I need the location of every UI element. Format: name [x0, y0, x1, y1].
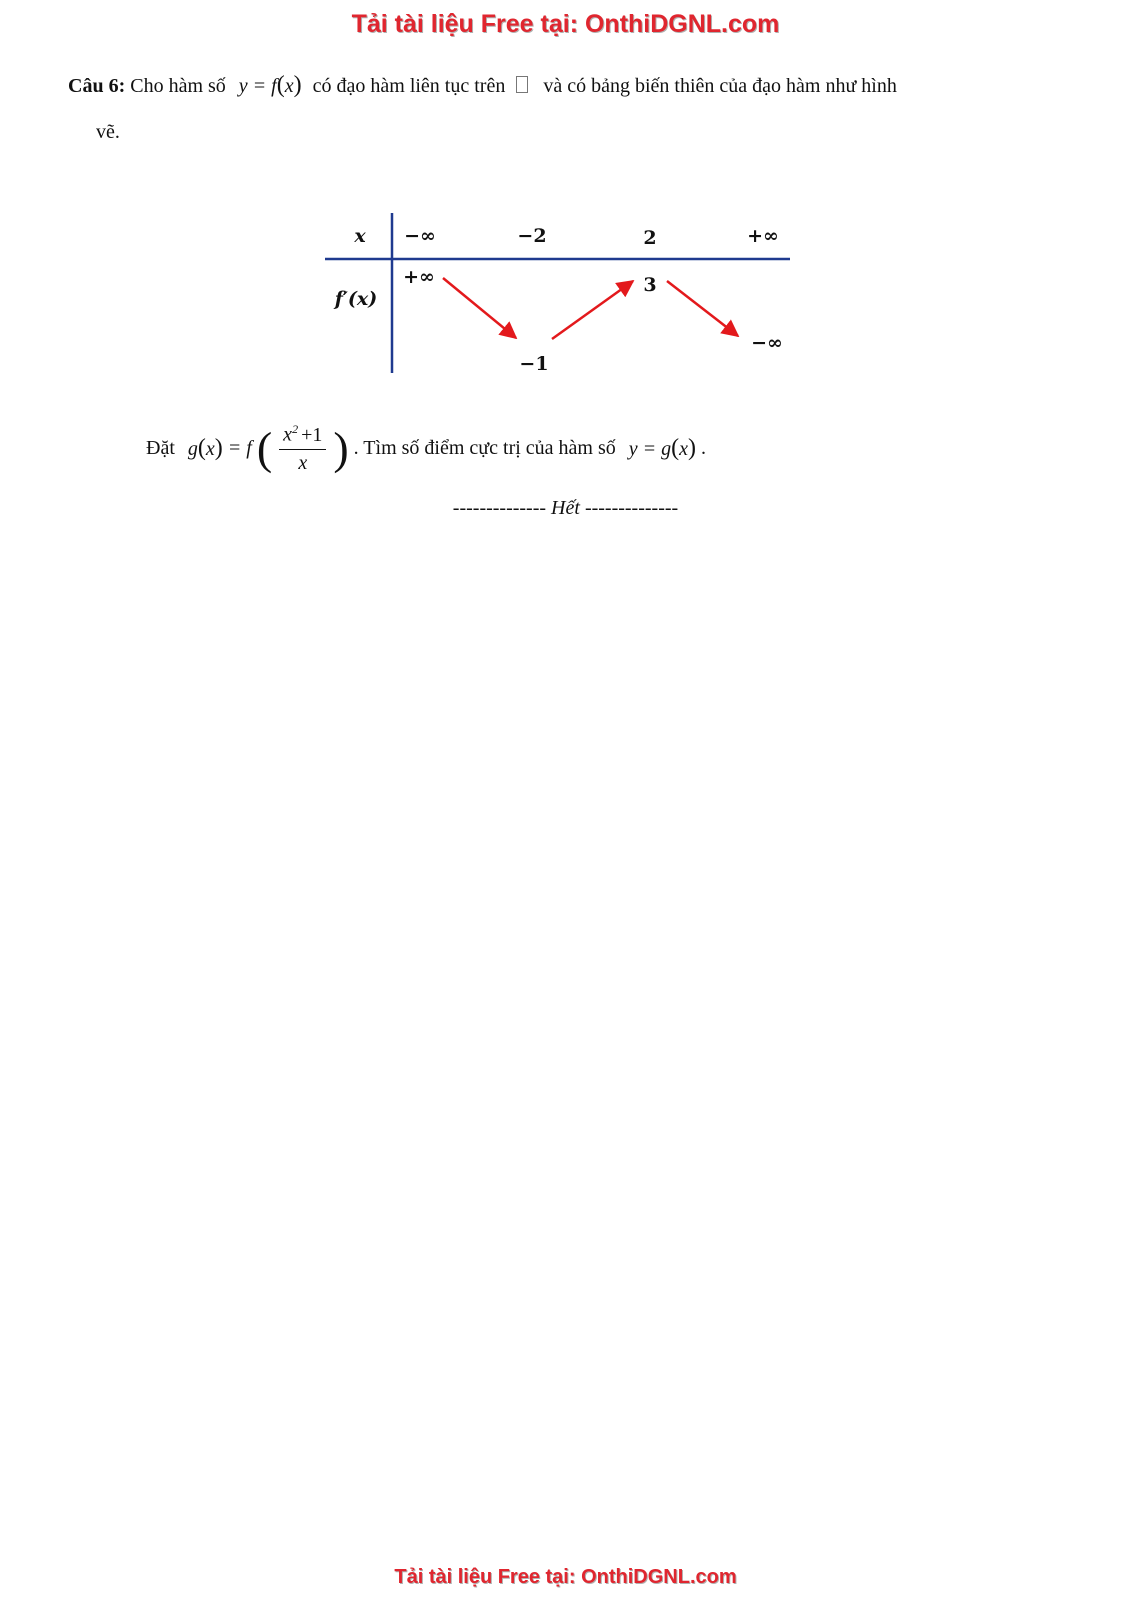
num-rest: +1 [301, 423, 323, 446]
variation-table [320, 210, 800, 380]
function-y-eq-f: y = f(x) [238, 72, 302, 98]
y-eq-g-lhs: y = g [628, 437, 672, 460]
question-text-a: có đạo hàm liên tục trên [312, 75, 506, 97]
num-x: x [283, 423, 293, 446]
end-dashes-left: -------------- [452, 497, 547, 519]
header-banner[interactable]: Tải tài liệu Free tại: OnthiDGNL.com [351, 10, 780, 38]
missing-glyph-icon [516, 76, 528, 93]
question-line-1 [68, 72, 897, 99]
g-lhs: g [187, 437, 198, 460]
end-word: Hết [551, 497, 580, 519]
question-text-b: và có bảng biến thiên của đạo hàm như hình [543, 75, 897, 97]
fprime-label: f′(x) [334, 288, 378, 310]
g-var: x [205, 437, 215, 460]
fraction-numerator [279, 422, 326, 450]
question-label: Câu 6: [68, 75, 126, 97]
fprime-value-neg-inf: −∞ [751, 332, 783, 354]
num-exp: 2 [292, 422, 299, 436]
function-var: x [284, 75, 294, 97]
question-line-2: vẽ. [96, 121, 120, 143]
right-paren: ) [333, 422, 349, 474]
y-eq-g: y = g(x) [628, 434, 697, 461]
left-paren: ( [256, 422, 273, 474]
end-marker [0, 497, 1131, 520]
footer-banner[interactable]: Tải tài liệu Free tại: OnthiDGNL.com [394, 1566, 737, 1588]
increase-arrow [552, 281, 633, 339]
question-intro: Cho hàm số [130, 75, 226, 97]
x-value-pos-inf: +∞ [747, 225, 779, 247]
x-value-neg-inf: −∞ [404, 225, 436, 247]
x-value-neg-2: −2 [517, 225, 547, 247]
fraction-denominator: x [298, 451, 308, 474]
y-eq-g-var: x [679, 437, 689, 460]
eq-f: = f [227, 436, 252, 459]
decrease-arrow-2 [667, 281, 738, 336]
task-text: . Tìm số điểm cực trị của hàm số [353, 436, 616, 459]
fraction [279, 422, 326, 475]
end-dashes-right: -------------- [584, 497, 679, 519]
x-label: x [354, 225, 366, 247]
fprime-value-3: 3 [643, 274, 657, 296]
fprime-value-neg-1: −1 [519, 353, 549, 375]
task-lead: Đặt [146, 436, 175, 459]
function-lhs: y = f [238, 75, 277, 97]
fprime-value-pos-inf: +∞ [403, 266, 435, 288]
decrease-arrow-1 [443, 278, 516, 338]
x-value-2: 2 [643, 227, 657, 249]
g-definition: g(x) [187, 434, 223, 461]
task-line [146, 422, 706, 482]
task-end: . [701, 436, 707, 459]
